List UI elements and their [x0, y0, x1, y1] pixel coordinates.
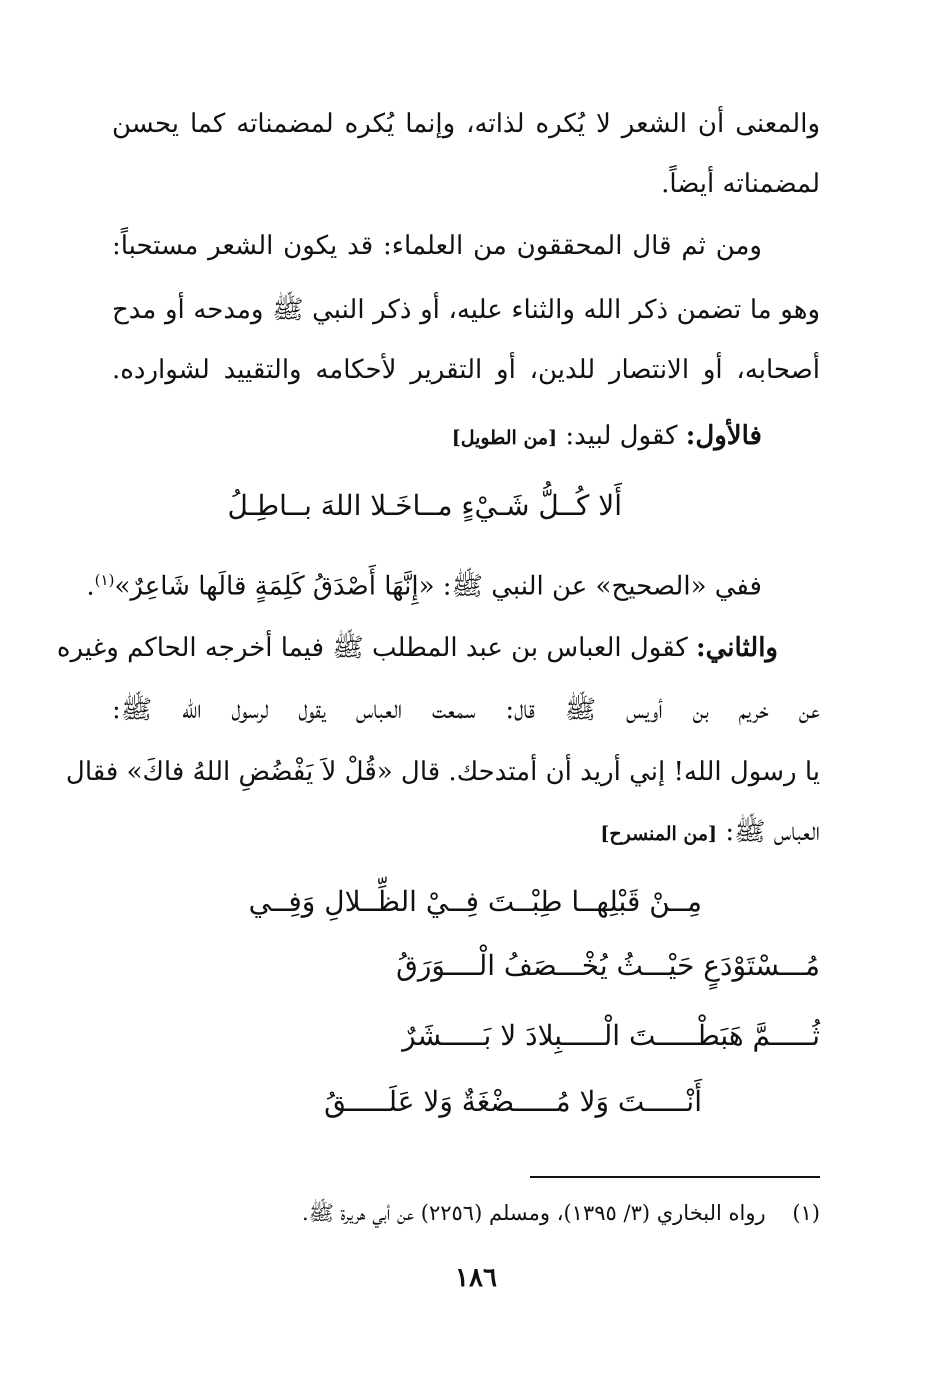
first-example-lead: فالأول: [685, 421, 762, 451]
paragraph-2-line-1: ومن ثم قال المحققون من العلماء: قد يكون الشعر مستحباً: [112, 231, 762, 261]
second-example-line-4 [112, 812, 820, 854]
paragraph-2-line-3: أصحابه، أو الانتصار للدين، أو التقرير لأحكامه والتقييد لشوارده. [112, 355, 820, 385]
poem-line-4: أَنْـــــتَ وَلا مُـــــضْغَةٌ وَلا عَلَـــــقُ [324, 1085, 702, 1118]
first-example-meter: [من الطويل] [451, 427, 558, 449]
footnote-text: رواه البخاري (٣/ ١٣٩٥)، ومسلم (٢٢٥٦) عن أبي هريرة ﷺ. [301, 1201, 766, 1225]
footnote [112, 1196, 820, 1230]
second-example-line-1 [56, 628, 778, 668]
verse-labid: أَلا كُــلُّ شَـيْءٍ مــاخَـلا اللهَ بــاطِـلُ [227, 489, 622, 522]
second-example-text-4: العباس ﷺ: [725, 817, 820, 847]
second-example-line-3: يا رسول الله! إني أريد أن أمتدحك. قال «قُلْ لاَ يَفْضُضِ اللهُ فاكَ» فقال [65, 757, 820, 787]
paragraph-1-line-2: لمضمناته أيضاً. [661, 169, 820, 199]
first-example-text: كقول لبيد: [565, 421, 678, 451]
hadith-text: ففي «الصحيح» عن النبي ﷺ: «إِنَّهَا أَصْدَقُ كَلِمَةٍ قالَها شَاعِرٌ» [114, 571, 762, 602]
second-example-lead: والثاني: [696, 633, 778, 663]
page-number: ١٨٦ [455, 1263, 497, 1293]
first-example-line [112, 416, 762, 458]
footnote-ref-1: (١) [94, 571, 115, 589]
second-example-line-2: عن خريم بن أويس ﷺ قال: سمعت العباس يقول لرسول الله ﷺ: [112, 695, 820, 725]
hadith-line [86, 560, 762, 607]
poem-line-1: مِــنْ قَبْلِهــا طِبْــتَ فِــيْ الظِّــلالِ وَفِــي [248, 885, 702, 918]
footnote-separator [530, 1176, 820, 1178]
hadith-end: . [86, 571, 95, 602]
paragraph-2-line-2: وهو ما تضمن ذكر الله والثناء عليه، أو ذكر النبي ﷺ ومدحه أو مدح [112, 295, 820, 325]
second-example-text-1: كقول العباس بن عبد المطلب ﷺ فيما أخرجه الحاكم وغيره [56, 633, 688, 663]
paragraph-1-line-1: والمعنى أن الشعر لا يُكره لذاته، وإنما يُكره لمضمناته كما يحسن [112, 109, 821, 139]
footnote-marker: (١) [792, 1201, 820, 1225]
second-example-meter: [من المنسرح] [600, 823, 718, 845]
poem-line-3: ثُـــــمَّ هَبَطْـــــتَ الْـــــبِلادَ لا بَـــــشَرٌ [402, 1019, 820, 1052]
poem-line-2: مُـــسْتَوْدَعٍ حَيْـــثُ يُخْـــصَفُ الْــــوَرَقُ [396, 949, 820, 982]
